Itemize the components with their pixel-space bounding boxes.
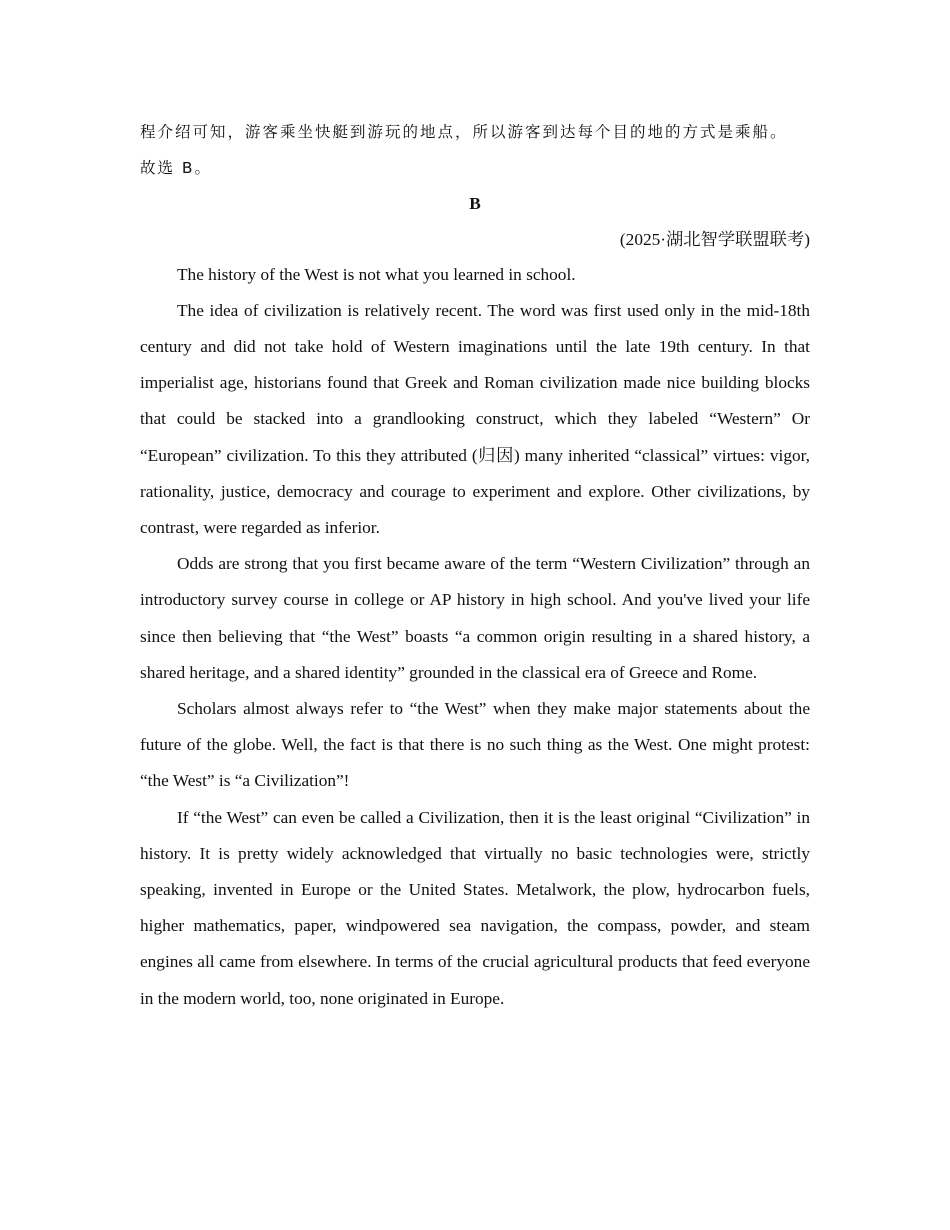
explanation-line-1: 程介绍可知，游客乘坐快艇到游玩的地点，所以游客到达每个目的地的方式是乘船。 bbox=[140, 123, 788, 141]
passage-paragraph-5: If “the West” can even be called a Civilization, then it is the least original “Civilization” in history. It is pretty widely acknowledged that virtually no basic technologies were, strictly speaking, invented in Europe or the United States. Metalwork, the plow, hydrocarbon fuels, higher mathematics, paper, windpowered sea navigation, the compass, powder, and steam engines all came from elsewhere. In terms of the crucial agricultural products that feed everyone in the modern world, too, none originated in Europe. bbox=[140, 807, 810, 1008]
source-citation: (2025·湖北智学联盟联考) bbox=[619, 229, 810, 249]
passage-paragraph-2: The idea of civilization is relatively recent. The word was first used only in the mid-18th century and did not take hold of Western imaginations until the late 19th century. In that imperialist age, historians found that Greek and Roman civilization made nice building blocks that could be stacked into a grandlooking construct, which they labeled “Western” Or “European” civilization. To this they attributed (归因) many inherited “classical” virtues: vigor, rationality, justice, democracy and courage to experiment and explore. Other civilizations, by contrast, were regarded as inferior. bbox=[140, 300, 810, 538]
document-page bbox=[140, 114, 810, 1017]
section-heading: B bbox=[469, 194, 481, 214]
passage-paragraph-3: Odds are strong that you first became aware of the term “Western Civilization” through an introductory survey course in college or AP history in high school. And you've lived your life since then believing that “the West” boasts “a common origin resulting in a shared history, a shared heritage, and a shared identity” grounded in the classical era of Greece and Rome. bbox=[140, 554, 810, 682]
passage-paragraph-4: Scholars almost always refer to “the West” when they make major statements about the future of the globe. Well, the fact is that there is no such thing as the West. One might protest: “the West” is “a Civilization”! bbox=[140, 699, 810, 791]
passage-paragraph-1: The history of the West is not what you learned in school. bbox=[177, 264, 576, 284]
explanation-line-2: 故选 B。 bbox=[140, 159, 213, 178]
